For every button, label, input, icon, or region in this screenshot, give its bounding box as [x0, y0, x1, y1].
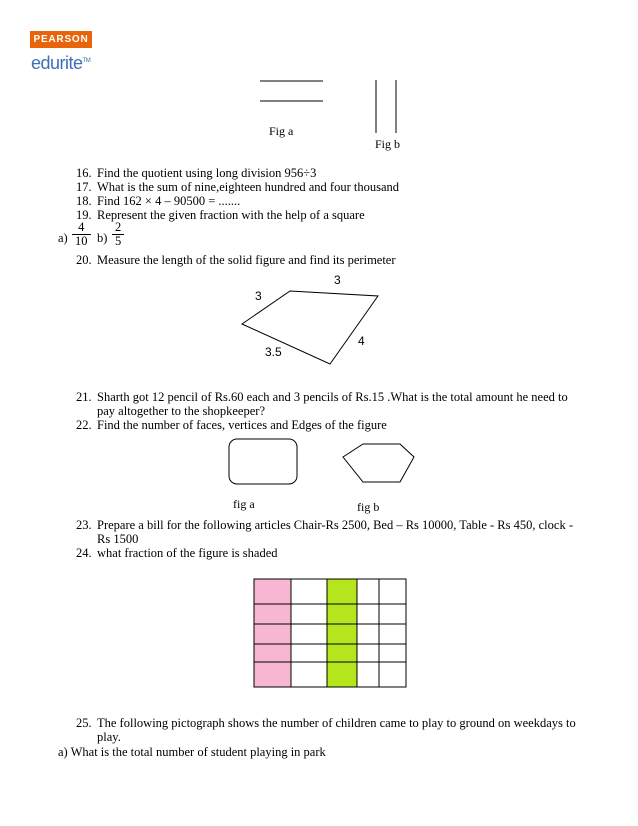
green-column: [327, 579, 357, 687]
question-number: 20.: [76, 253, 92, 267]
fig-b-shape-caption: fig b: [357, 500, 380, 514]
fraction-denominator: 10: [75, 234, 88, 248]
question-text: Sharth got 12 pencil of Rs.60 each and 3 pencils of Rs.15 .What is the total amount he need to pay altogether to the shopkeeper?: [97, 390, 568, 418]
question-text: Measure the length of the solid figure and find its perimeter: [97, 253, 396, 267]
side-label-right: 4: [358, 334, 365, 348]
question-number: 17.: [76, 180, 92, 194]
question-text: Prepare a bill for the following articles Chair-Rs 2500, Bed – Rs 10000, Table - Rs 450, clock -Rs 1500: [97, 518, 573, 546]
question-number: 19.: [76, 208, 92, 222]
rounded-rectangle-shape: [229, 439, 297, 484]
question-24: [76, 546, 278, 560]
question-25a: a) What is the total number of student playing in park: [58, 745, 326, 759]
question-number: 18.: [76, 194, 92, 208]
question-20: [76, 253, 396, 267]
question-16: [76, 166, 316, 180]
question-text: Represent the given fraction with the help of a square: [97, 208, 365, 222]
quadrilateral-figure: [230, 268, 390, 368]
question-number: 23.: [76, 518, 92, 532]
fraction-a: [72, 221, 91, 248]
fig-b-caption: Fig b: [375, 137, 401, 151]
question-text: Find the quotient using long division 956÷3: [97, 166, 317, 180]
question-25: [76, 716, 577, 744]
question-number: 22.: [76, 418, 92, 432]
side-label-top: 3: [334, 273, 341, 287]
question-text: what fraction of the figure is shaded: [97, 546, 278, 560]
question-23: [76, 518, 577, 546]
question-21: [76, 390, 577, 418]
side-label-left: 3: [255, 289, 262, 303]
question-18: [76, 194, 240, 208]
edurite-logo: [31, 53, 90, 74]
fraction-b: [112, 221, 124, 248]
quadrilateral-shape: [242, 291, 378, 364]
question-17: [76, 180, 399, 194]
question-22: [76, 418, 387, 432]
fraction-a-label: a): [58, 231, 68, 245]
side-label-bottom: 3.5: [265, 345, 282, 359]
edurite-wordmark: edurite: [31, 53, 83, 73]
question-text: Find the number of faces, vertices and Edges of the figure: [97, 418, 387, 432]
fraction-numerator: 4: [72, 221, 91, 235]
pink-column: [254, 579, 291, 687]
question-text: What is the sum of nine,eighteen hundred and four thousand: [97, 180, 400, 194]
question-text: The following pictograph shows the number of children came to play to ground on weekdays to play.: [97, 716, 576, 744]
question-number: 25.: [76, 716, 92, 730]
fraction-b-label: b): [97, 231, 108, 245]
shapes-figure: [225, 436, 425, 496]
question-text: Find 162 × 4 – 90500 = .......: [97, 194, 241, 208]
question-number: 16.: [76, 166, 92, 180]
fraction-numerator: 2: [112, 221, 124, 235]
shaded-grid-figure: [250, 576, 410, 691]
fig-a-caption: Fig a: [269, 124, 294, 138]
question-number: 24.: [76, 546, 92, 560]
hexagon-shape: [343, 444, 414, 482]
fig-a-shape-caption: fig a: [233, 497, 255, 511]
question-number: 21.: [76, 390, 92, 404]
fraction-denominator: 5: [115, 234, 122, 248]
trademark-mark: TM: [82, 58, 91, 64]
pearson-logo: PEARSON: [30, 31, 92, 48]
